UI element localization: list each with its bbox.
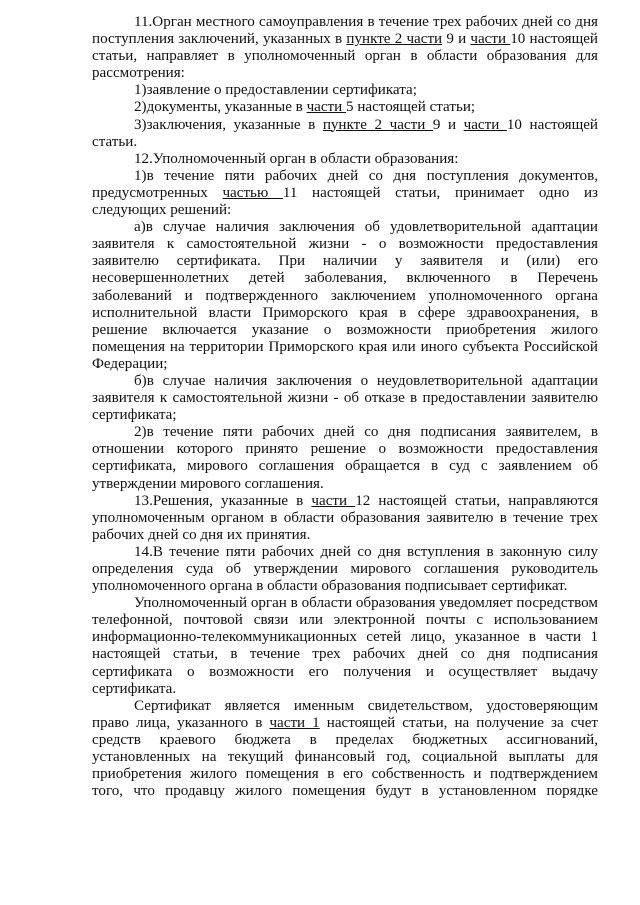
reference-link[interactable]: частью [222,184,283,201]
text-run: 11 настоящей статьи, принимает одно из следующих решений: [92,184,598,219]
text-run: 3)заключения, указанные в [134,116,323,133]
document-page [92,14,598,800]
reference-link[interactable]: части 1 [269,714,320,731]
paragraph [92,424,598,492]
reference-link[interactable]: части [463,116,507,133]
text-run: 10 настоящей статьи. [92,116,599,150]
paragraph [92,151,598,168]
text-run: 12 настоящей статьи, направляются уполномоченным органом в области образования заявителю в течение трех рабочих дней со дня их принятия. [92,492,599,543]
paragraph [92,493,598,544]
text-run: 1)заявление о предоставлении сертификата; [134,82,417,99]
text-run: 9 и [432,116,464,133]
text-run: 11.Орган местного самоуправления в течение трех рабочих дней со дня поступления заключений, указанных в [92,14,598,48]
text-run: 5 настоящей статьи; [346,99,476,116]
text-run: а)в случае наличия заключения об удовлетворительной адаптации заявителя к самостоятельной жизни - о возможности предоставления заявителю сертификата. При наличии у заявителя и (или) его несовершеннолетних детей заболевания, включенного в Перечень заболеваний и подтвержденного заключением уполномоченного органа исполнительной власти Приморского края в сфере здравоохранения, в решение включается указание о возможности приобретения жилого помещения на территории Приморского края или иного субъекта Российской Федерации; [92,219,598,372]
reference-link[interactable]: части [306,99,346,116]
text-run: 9 и [442,31,471,48]
paragraph [92,373,598,424]
reference-link[interactable]: части [311,492,356,509]
text-run: 1)в течение пяти рабочих дней со дня поступления документов, предусмотренных [92,167,598,201]
reference-link[interactable]: части [470,31,511,48]
text-run: 2)документы, указанные в [134,99,307,116]
paragraph [92,117,598,151]
paragraph [92,698,598,801]
paragraph [92,544,598,595]
reference-link[interactable]: пункте 2 части [322,116,433,133]
text-run: Уполномоченный орган в области образования уведомляет посредством телефонной, почтовой связи или электронной почты с использованием информационно-телекоммуникационных сетей лицо, указанное в части 1 настоящей статьи, в течение трех рабочих дней со дня подписания сертификата о возможности его получения и осуществляет выдачу сертификата. [92,595,598,697]
paragraph [92,82,598,99]
text-run: б)в случае наличия заключения о неудовлетворительной адаптации заявителя к самостоятельной жизни - об отказе в предоставлении заявителю сертификата; [92,372,598,424]
text-run: 14.В течение пяти рабочих дней со дня вступления в законную силу определения суда об утверждении мирового соглашения руководитель уполномоченного органа в области образования подписывает сертификат. [92,543,598,595]
text-run: настоящей статьи, на получение за счет средств краевого бюджета в пределах бюджетных ассигнований, установленных на текущий финансовый год, социальной выплаты для приобретения жилого помещения в его собственность и подтверждением того, что продавцу жилого помещения будут в установленном порядке [92,714,599,800]
paragraph [92,99,598,116]
paragraph [92,219,598,373]
text-run: 2)в течение пяти рабочих дней со дня подписания заявителем, в отношении которого принято решение о возможности предоставления сертификата, мирового соглашения обращается в суд с заявлением об утверждении мирового соглашения. [92,424,598,492]
text-run: Сертификат является именным свидетельством, удостоверяющим право лица, указанного в [92,697,598,731]
paragraph [92,14,598,82]
text-run: 10 настоящей статьи, направляет в уполномоченный орган в области образования для рассмотрения: [92,31,599,82]
reference-link[interactable]: пункте 2 части [346,31,443,48]
text-run: 12.Уполномоченный орган в области образования: [134,150,459,167]
text-run: 13.Решения, указанные в [134,492,312,509]
paragraph [92,168,598,219]
paragraph [92,595,598,698]
